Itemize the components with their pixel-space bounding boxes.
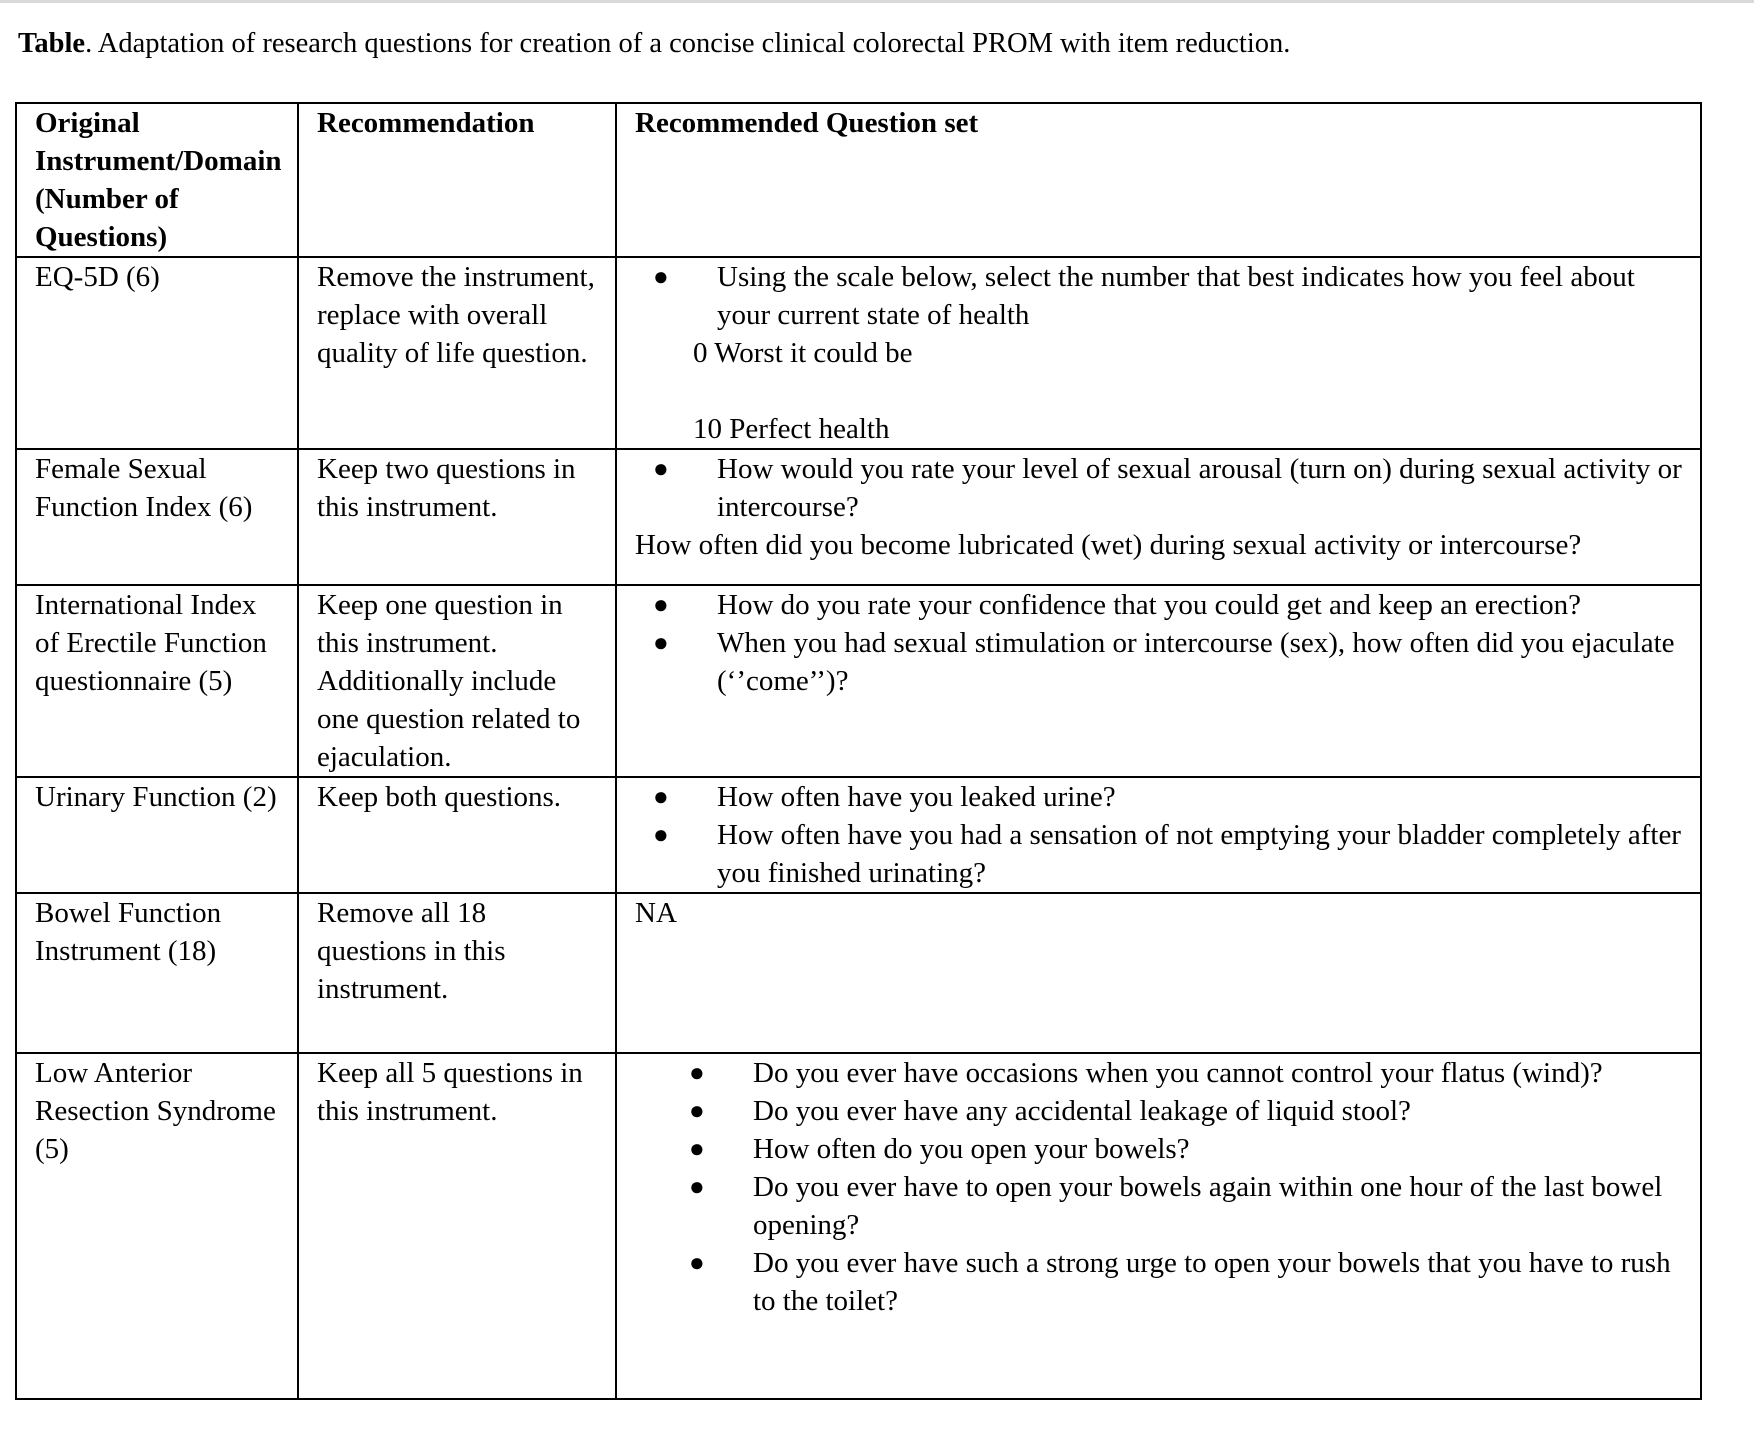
question-item [635,816,1686,892]
question-item [635,1244,1686,1320]
bullet-icon: ● [689,1172,705,1201]
table-row [16,257,1701,449]
question-list [635,778,1686,892]
recommendation-cell: Keep all 5 questions in this instrument. [298,1053,616,1399]
question-item [635,778,1686,816]
question-text: How do you rate your confidence that you could get and keep an erection? [717,589,1582,621]
question-item [635,1092,1686,1130]
question-list [635,450,1686,526]
question-text: Do you ever have to open your bowels again within one hour of the last bowel opening? [753,1171,1663,1241]
question-list [635,258,1686,334]
header-question-set: Recommended Question set [616,103,1701,257]
question-text: How often do you open your bowels? [753,1133,1190,1165]
caption-text: . Adaptation of research questions for creation of a concise clinical colorectal PROM with item reduction. [85,28,1291,59]
question-list [635,1054,1686,1320]
question-text: Do you ever have any accidental leakage of liquid stool? [753,1095,1411,1127]
top-divider [0,0,1754,3]
table-row [16,585,1701,777]
question-text: Using the scale below, select the number that best indicates how you feel about your current state of health [717,261,1635,331]
question-text: Do you ever have occasions when you cannot control your flatus (wind)? [753,1057,1603,1089]
question-item [635,450,1686,526]
question-set-cell [616,777,1701,893]
bullet-icon: ● [689,1058,705,1087]
question-item [635,1054,1686,1092]
question-set-cell [616,1053,1701,1399]
question-set-cell [616,257,1701,449]
table-row [16,777,1701,893]
table-caption [18,26,1290,62]
header-recommendation: Recommendation [298,103,616,257]
question-text: How often have you had a sensation of not emptying your bladder completely after you finished urinating? [717,819,1681,889]
instrument-cell: Low Anterior Resection Syndrome (5) [16,1053,298,1399]
scale-high-label: 10 Perfect health [693,413,890,445]
recommendation-table [15,102,1702,1400]
question-item [635,1130,1686,1168]
instrument-cell: EQ-5D (6) [16,257,298,449]
question-text: When you had sexual stimulation or intercourse (sex), how often did you ejaculate (‘’come’’)? [717,627,1675,697]
instrument-cell: Female Sexual Function Index (6) [16,449,298,585]
question-text: How would you rate your level of sexual arousal (turn on) during sexual activity or intercourse? [717,453,1682,523]
bullet-icon: ● [653,590,669,619]
question-text: How often have you leaked urine? [717,781,1116,813]
question-set-cell [616,449,1701,585]
question-item [635,1168,1686,1244]
question-text: Do you ever have such a strong urge to open your bowels that you have to rush to the toilet? [753,1247,1671,1317]
recommendation-cell: Remove all 18 questions in this instrument. [298,893,616,1053]
recommendation-cell: Keep two questions in this instrument. [298,449,616,585]
bullet-icon: ● [653,782,669,811]
bullet-icon: ● [653,628,669,657]
question-item [635,586,1686,624]
bullet-icon: ● [653,820,669,849]
scale-low-label: 0 Worst it could be [693,337,913,369]
bullet-icon: ● [689,1134,705,1163]
recommendation-cell: Keep one question in this instrument. Additionally include one question related to ejaculation. [298,585,616,777]
recommendation-cell: Keep both questions. [298,777,616,893]
question-item [635,258,1686,334]
instrument-cell: Urinary Function (2) [16,777,298,893]
caption-label: Table [18,28,86,59]
question-list [635,586,1686,700]
bullet-icon: ● [689,1248,705,1277]
recommendation-cell: Remove the instrument, replace with overall quality of life question. [298,257,616,449]
unbulleted-question: How often did you become lubricated (wet) during sexual activity or intercourse? [635,529,1582,561]
question-item [635,624,1686,700]
table-row [16,893,1701,1053]
question-set-cell: NA [616,893,1701,1053]
table-row [16,1053,1701,1399]
instrument-cell: International Index of Erectile Function questionnaire (5) [16,585,298,777]
table-header-row [16,103,1701,257]
table-row [16,449,1701,585]
header-instrument: Original Instrument/Domain (Number of Questions) [16,103,298,257]
bullet-icon: ● [653,262,669,291]
scale-gap [635,372,1686,410]
instrument-cell: Bowel Function Instrument (18) [16,893,298,1053]
bullet-icon: ● [689,1096,705,1125]
bullet-icon: ● [653,454,669,483]
question-set-cell [616,585,1701,777]
